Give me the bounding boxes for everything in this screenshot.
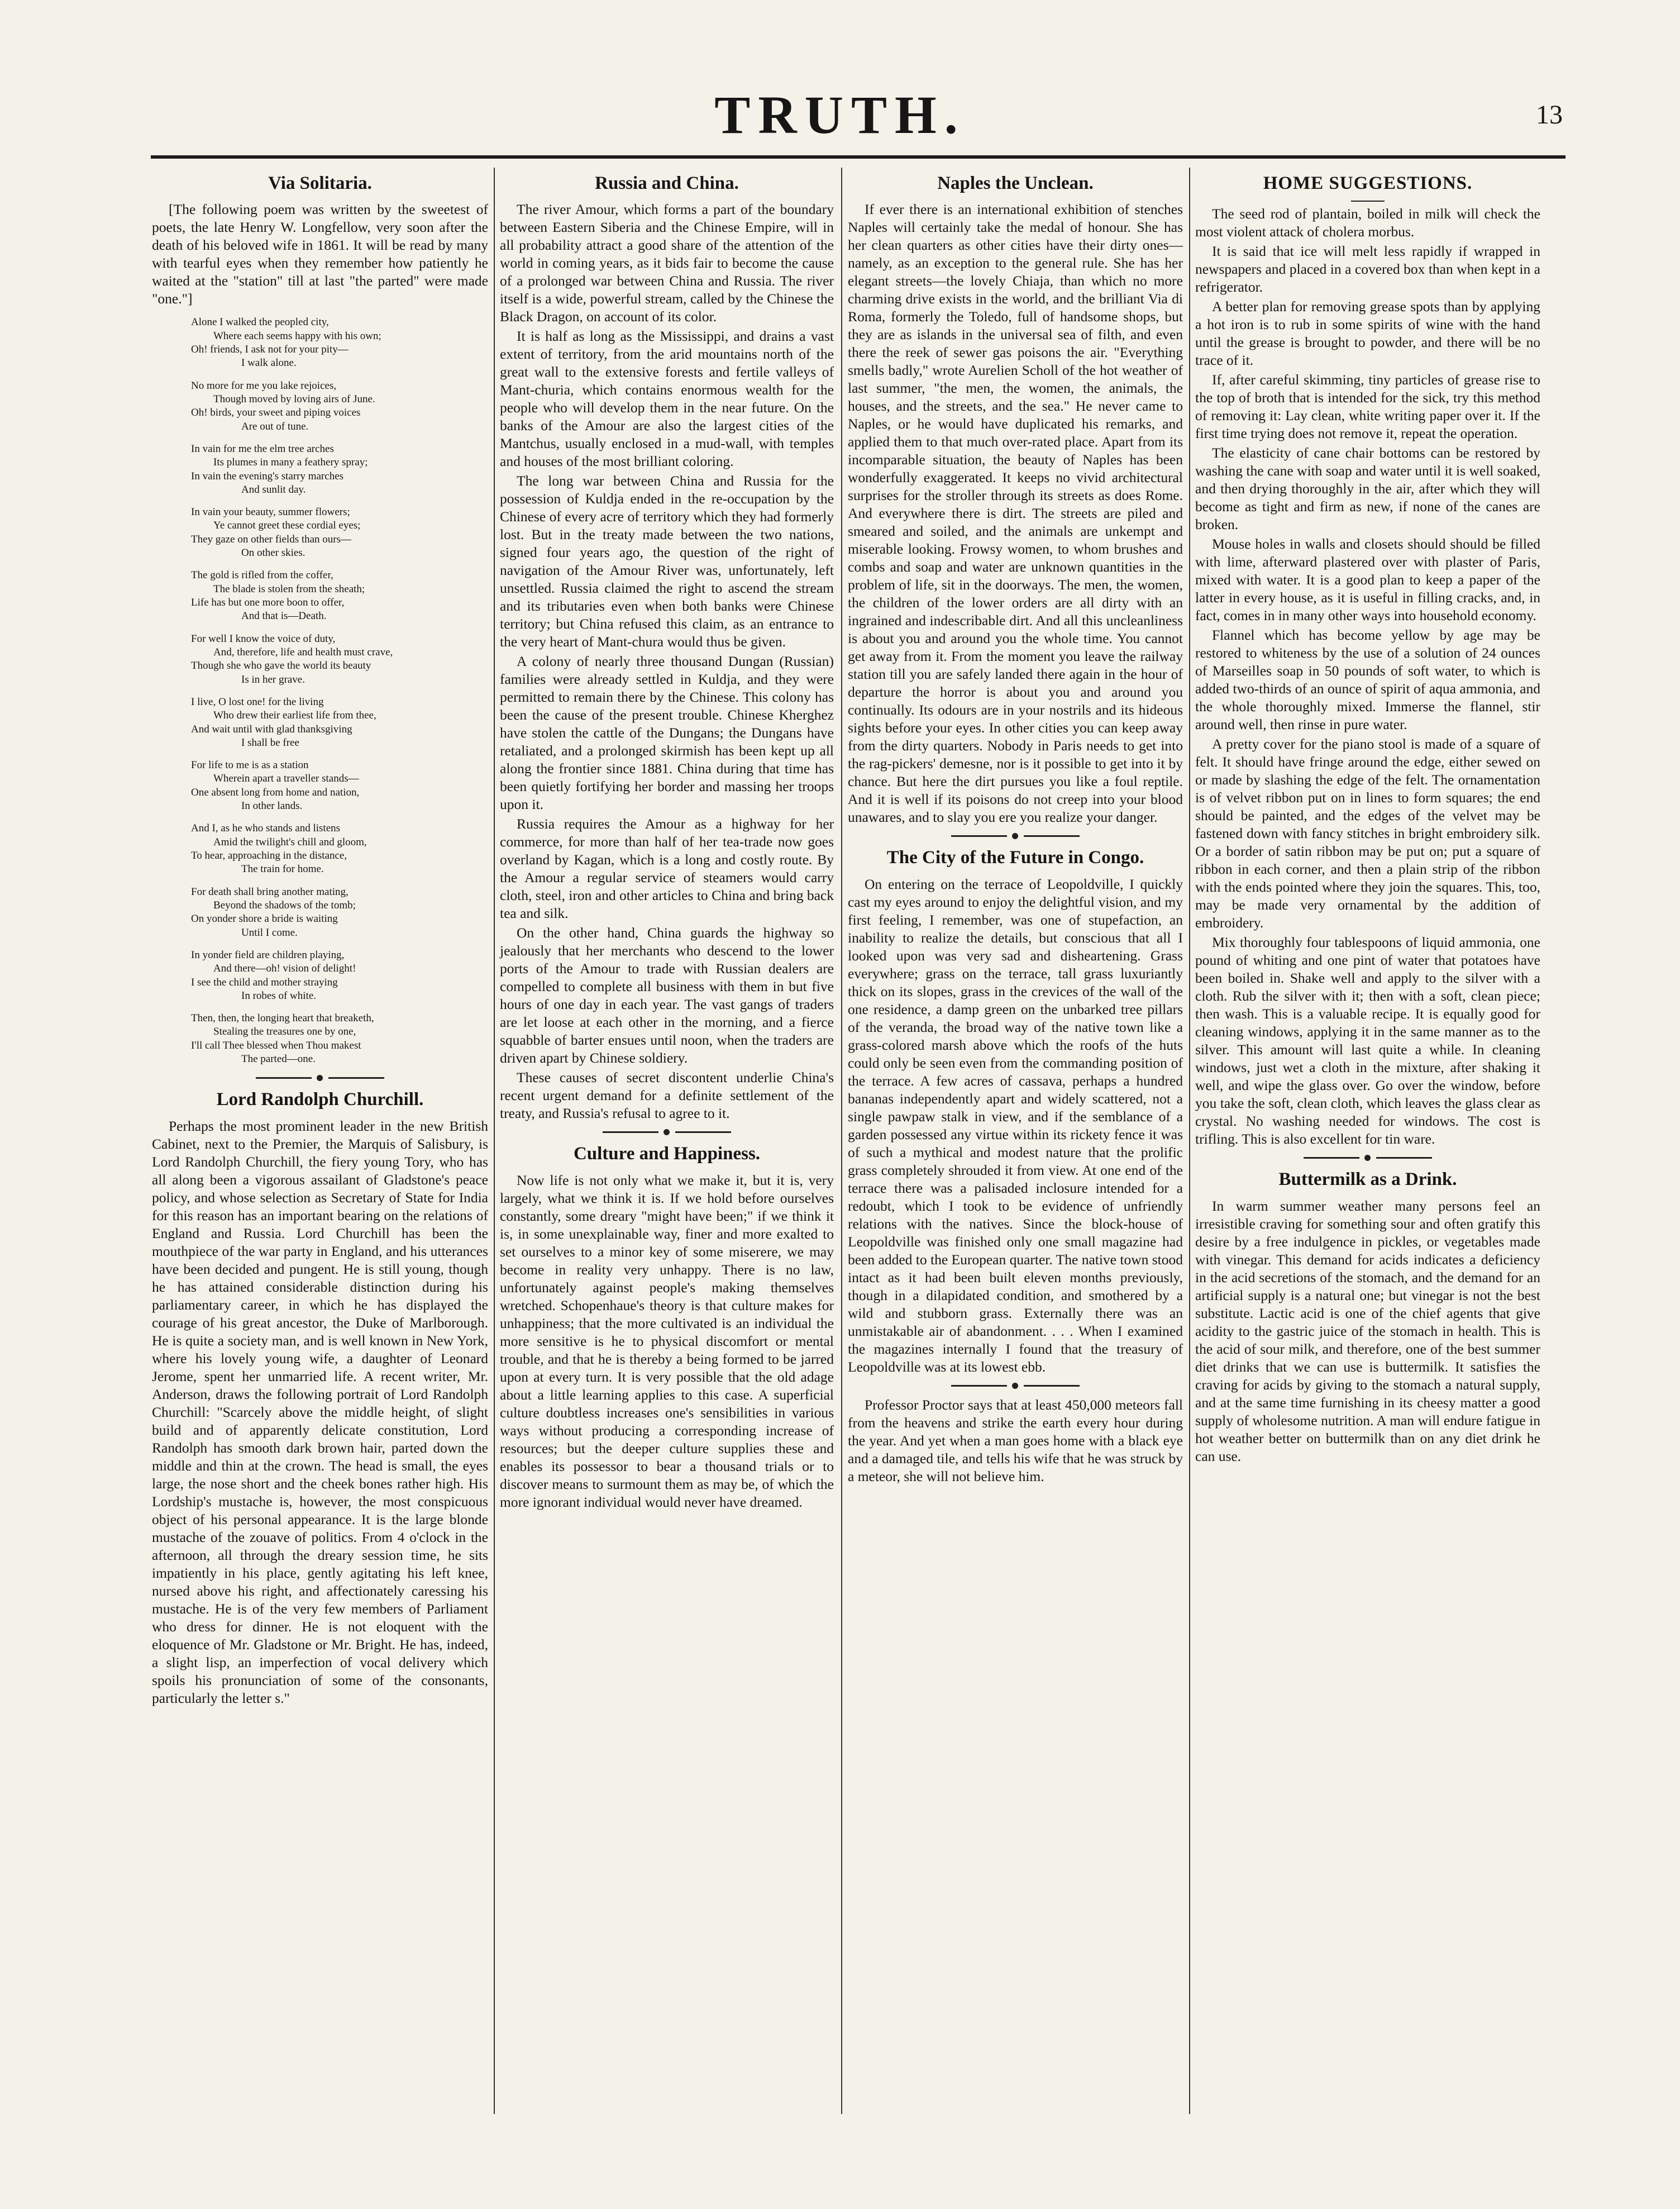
poem-line: The train for home. <box>241 863 324 875</box>
poem-line: Are out of tune. <box>241 420 309 432</box>
article-body: Now life is not only what we make it, but it is, very largely, what we think it is. If we hold before ourselves constantly, some dreary "might have been;" if we think it is, in some unexplainable way, finer and more exalted to set ourselves to a minor key of some miserere, we may become in reality very unhappy. There is no law, unfortunately against people's making themselves wretched. Schopenhaue's theory is that culture makes for unhappiness; that the more cultivated is an individual the more sensitive is he to physical discomfort or mental trouble, and that he is thereby a being formed to be jarred upon at every turn. It is very possible that the old adage about a little learning applies to this case. A superficial culture doubtless increases one's sensibilities in various ways without producing a corresponding increase of resources; but the deeper culture supplies these and enables its possessor to bear a thousand trials or to discover means to surmount them as may be, of which the more ignorant individual would never have dreamed. <box>500 1172 834 1510</box>
article-paragraph: These causes of secret discontent underlie China's recent urgent demand for a definite settlement of the treaty, and Russia's refusal to agree to it. <box>500 1069 834 1122</box>
poem-line: Stealing the treasures one by one, <box>213 1026 356 1038</box>
poem-line: Amid the twilight's chill and gloom, <box>213 836 367 848</box>
poem-line: The blade is stolen from the sheath; <box>213 583 365 595</box>
article-paragraph: A pretty cover for the piano stool is made of a square of felt. It should have fringe around the edge, either sewed on or made by slashing the edge of the felt. The ornamentation is of velvet ribbon put on in lines to form squares; the end should be painted, and the edges of the velvet may be fastened down with fancy stitches in bright embroidery silk. Or a border of satin ribbon may be put on; put a square of ribbon in each corner, and then a plain strip of the ribbon with the ends pointed where they join the squares. This, too, may be made very ornamental by the addition of embroidery. <box>1195 736 1540 931</box>
column-divider <box>841 168 842 2114</box>
article-paragraph: The river Amour, which forms a part of the boundary between Eastern Siberia and the Chinese Empire, will in all probability attract a good share of the attention of the world in coming years, as it bids fair to become the cause of a prolonged war between China and Russia. The river itself is a wide, powerful stream, called by the Chinese the Black Dragon, on account of its color. <box>500 201 834 325</box>
poem-line: And wait until with glad thanksgiving <box>191 723 352 735</box>
poem-line: The gold is rifled from the coffer, <box>191 569 333 582</box>
poem-line: Is in her grave. <box>241 673 305 685</box>
article-heading: HOME SUGGESTIONS. <box>1263 173 1473 193</box>
masthead <box>0 84 1680 145</box>
poem-line: Until I come. <box>241 926 298 939</box>
poem-stanza <box>152 759 488 813</box>
article-paragraph: The elasticity of cane chair bottoms can be restored by washing the cane with soap and water until it is well soaked, and then drying thoroughly in the air, after which they will become as tight and firm as new, if none of the canes are broken. <box>1195 445 1540 533</box>
article-heading: Culture and Happiness. <box>573 1144 761 1164</box>
poem-stanza <box>152 949 488 1003</box>
article-paragraph: Russia requires the Amour as a highway for her commerce, for more than half of her tea-trade now goes overland by Kagan, which is a long and costly route. By the Amour a regular service of steamers would carry cloth, steel, iron and other articles to China and bring back tea and silk. <box>500 816 834 922</box>
poem-line: Where each seems happy with his own; <box>213 330 381 342</box>
article-paragraph: The seed rod of plantain, boiled in milk will check the most violent attack of cholera morbus. <box>1195 206 1540 240</box>
article-heading: Lord Randolph Churchill. <box>216 1089 424 1110</box>
article-paragraph: Mouse holes in walls and closets should should be filled with lime, afterward plastered over with plaster of Paris, mixed with water. It is a good plan to keep a paper of the latter in every house, as it is useful in filling cracks, and, in fact, comes in in many other ways into household economy. <box>1195 536 1540 624</box>
newspaper-title: TRUTH. <box>714 85 966 145</box>
poem-line: In vain for me the elm tree arches <box>191 442 334 455</box>
article-body: In warm summer weather many persons feel an irresistible craving for something sour and often gratify this desire by a free indulgence in pickles, or vegetables made with vinegar. This demand for acids indicates a deficiency in the acid secretions of the stomach, and the demand for an artificial supply is a natural one; but vinegar is not the best substitute. Lactic acid is one of the chief agents that give acidity to the gastric juice of the stomach in health. This is the acid of sour milk, and therefore, one of the best summer diet drinks that we can use is buttermilk. It satisfies the craving for acids by giving to the stomach a natural supply, and at the same time furnishing in its cheesy matter a good supply of wholesome nutrition. A man will endure fatigue in hot weather better on buttermilk than on any diet drink he can use. <box>1195 1197 1540 1464</box>
article-paragraph: Mix thoroughly four tablespoons of liquid ammonia, one pound of whiting and one pint of water that potatoes have been boiled in. Shake well and apply to the silver with a cloth. Rub the silver with it; then with a soft, clean piece; then wash. This is a valuable recipe. It is equally good for cleaning windows, applying it in the same manner as to the silver. This amount will last quite a while. In cleaning windows, just wet a cloth in the mixture, after shaking it well, and wipe the glass over. Go over the window, before you take the soft, clean cloth, which leaves the glass clear as crystal. No washing needed for windows. The cost is trifling. This is also excellent for tin ware. <box>1195 934 1540 1148</box>
poem-line: And that is—Death. <box>241 610 327 622</box>
poem-line: I see the child and mother straying <box>191 976 338 988</box>
poem-line: One absent long from home and nation, <box>191 786 360 798</box>
poem-line: Beyond the shadows of the tomb; <box>213 899 356 911</box>
ornamental-rule <box>1304 1155 1432 1160</box>
poem-stanza <box>152 569 488 623</box>
poem-line: Though she who gave the world its beauty <box>191 660 371 672</box>
poem-line: No more for me you lake rejoices, <box>191 379 337 392</box>
article-paragraph: The long war between China and Russia for the possession of Kuldja ended in the re-occupation by the Chinese of every acre of territory which they had formerly lost. But in the treaty made between the two nations, signed four years ago, the question of the right of navigation of the Amour River was, unfortunately, left unsettled. Russia claimed the right to ascend the stream and its tributaries even when both banks were Chinese territory; but China refused this claim, as an entrance to the very heart of Mant-chura would thus be given. <box>500 473 834 650</box>
poem-line: Its plumes in many a feathery spray; <box>213 456 368 469</box>
poem-stanza <box>152 822 488 876</box>
poem-line: On other skies. <box>241 547 306 559</box>
article-heading: Naples the Unclean. <box>937 173 1094 193</box>
article-paragraph: A colony of nearly three thousand Dungan (Russian) families were already settled in Kuldja, and they were permitted to remain there by the Chinese. This colony has been the cause of the present trouble. Chinese Kherghez have stolen the cattle of the Dungans; the Dungans have retaliated, and a prolonged skirmish has been kept up all along the frontier since 1881. China during that time has been quietly fortifying her border and massing her troops upon it. <box>500 653 834 813</box>
article-heading: Via Solitaria. <box>268 173 372 193</box>
poem-stanza <box>152 316 488 370</box>
article-body: Professor Proctor says that at least 450,000 meteors fall from the heavens and strike the earth every hour during the year. And yet when a man goes home with a black eye and a damaged tile, and tells his wife that he was struck by a meteor, she will not believe him. <box>848 1396 1183 1484</box>
article-body: If ever there is an international exhibition of stenches Naples will certainly take the medal of honour. She has her clean quarters as other cities have their dirty ones—namely, as an exception to the general rule. She has her elegant streets—the lovely Chiaja, than which no more charming drive exists in the world, and the brilliant Via di Roma, formerly the Toledo, full of handsome shops, but they are as islands in the universal sea of filth, and even there the reek of sewer gas poisons the air. "Everything smells badly," wrote Aurelien Scholl of the hot weather of last summer, "the men, the women, the animals, the houses, and the streets, and the sea." He never came to Naples, or he would have duplicated his remarks, and applied them to that much over-rated place. Apart from its incomparable situation, the beauty of Naples has been wonderfully exaggerated. It keeps no vivid architectural surprises for the stroller through its streets as does Rome. And everywhere there is dirt. The streets are piled and smeared and soiled, and the animals are unkempt and miserable looking. Frowsy women, to whom brushes and combs and soap and water are unknown quantities in the problem of life, sit in the doorways. The men, the women, the children of the lower orders are all dirty with an ingrained and indescribable dirt. And all this uncleanliness is about you and around you the whole time. You cannot get away from it. From the moment you leave the railway station till you are safely landed there again in the hour of departure the horror is about you and around you continually. Its odours are in your nostrils and its hideous sights before your eyes. In other cities you can keep away from the dirty quarters. Nobody in Paris needs to get into the rag-pickers' demesne, nor is it possible to get into it by chance. But here the dirt pursues you like a foul reptile. And it is well if its poisons do not creep into your blood unawares, and to slay you ere you realize your danger. <box>848 201 1183 826</box>
poem-line: And I, as he who stands and listens <box>191 822 341 835</box>
poem-line: For death shall bring another mating, <box>191 885 349 898</box>
article-heading: Buttermilk as a Drink. <box>1278 1169 1457 1190</box>
poem-line: Ye cannot greet these cordial eyes; <box>213 520 361 532</box>
poem-line: The parted—one. <box>241 1053 316 1065</box>
column-divider <box>494 168 495 2114</box>
article-paragraph: If, after careful skimming, tiny particles of grease rise to the top of broth that is intended for the sick, try this method of removing it: Lay clean, white writing paper over it. If the first time trying does not remove it, repeat the operation. <box>1195 372 1540 442</box>
poem-line: On yonder shore a bride is waiting <box>191 913 338 925</box>
poem-line: Alone I walked the peopled city, <box>191 316 329 329</box>
article-body: Perhaps the most prominent leader in the new British Cabinet, next to the Premier, the Marquis of Salisbury, is Lord Randolph Churchill, the fiery young Tory, who has all along been a vigorous assailant of Gladstone's peace policy, and whose selection as Secretary of State for India for this reason has an important bearing on the relations of England and Russia. Lord Churchill has been the mouthpiece of the war party in England, and his utterances have been decided and pungent. He is still young, though he has attained considerable distinction during his parliamentary career, in which he has displayed the courage of his great ancestor, the Duke of Marlborough. He is quite a society man, and is well known in New York, where his lovely young wife, a daughter of Leonard Jerome, spent her unmarried life. A recent writer, Mr. Anderson, draws the following portrait of Lord Randolph Churchill: "Scarcely above the middle height, of slight build and of apparently delicate constitution, Lord Randolph has smooth dark brown hair, parted down the middle and thin at the crown. The head is small, the eyes large, the nose short and the cheek bones rather high. His Lordship's mustache is, however, the most conspicuous object of his personal appearance. It is the large blonde mustache of the zouave of politics. From 4 o'clock in the afternoon, all through the dreary session time, he sits impatiently in his place, gently agitating his left knee, nursed above his right, and affectionately caressing his mustache. He is of the very few members of Parliament who dress for dinner. He is not eloquent with the eloquence of Mr. Gladstone or Mr. Bright. He has, indeed, a slight lisp, an imperfection of vocal delivery which spoils his pronunciation of some of the consonants, particularly the letter s." <box>152 1117 488 1706</box>
article-intro-note: [The following poem was written by the sweetest of poets, the late Henry W. Longfellow, very soon after the death of his beloved wife in 1861. It will be read by many with tearful eyes when they remember how patiently he waited at the "station" till at last "the parted" were made "one."] <box>152 201 488 307</box>
poem-stanza <box>152 379 488 434</box>
poem-line: Then, then, the longing heart that breaketh, <box>191 1012 374 1025</box>
ornamental-rule <box>603 1129 731 1135</box>
article-paragraph: It is said that ice will melt less rapidly if wrapped in newspapers and placed in a covered box than when kept in a refrigerator. <box>1195 243 1540 296</box>
ornamental-rule <box>256 1075 384 1080</box>
poem-line: Life has but one more boon to offer, <box>191 597 345 609</box>
column-4 <box>1195 168 1540 1467</box>
page-number: 13 <box>1536 100 1563 130</box>
poem-line: Wherein apart a traveller stands— <box>213 773 359 785</box>
column-1 <box>152 168 488 1709</box>
poem-line: For well I know the voice of duty, <box>191 632 336 645</box>
article-body: On entering on the terrace of Leopoldville, I quickly cast my eyes around to enjoy the delightful vision, and my first feeling, I remember, was one of stupefaction, an inability to realize the details, but conscious that all I looked upon was very sad and disheartening. Grass everywhere; grass on the terrace, tall grass luxuriantly thick on its slopes, grass in the crevices of the wall of the one residence, a damp green on the unbarked tree pillars of the veranda, the broad way of the native town like a grass-colored marsh above which the roofs of the huts could only be seen even from the commanding position of the terrace. A few acres of cassava, perhaps a hundred bananas independently apart and widely scattered, not a single pawpaw stalk in view, and if the semblance of a garden possessed any virtue within its rickety fence it was of such a mythical and modest nature that the prolific grass completely shrouded it from view. At one end of the terrace there was a palisaded inclosure intended for a redoubt, which I took to be evidence of unfriendly relations with the natives. Since the block-house of Leopoldville was finished only one small magazine had been added to the European quarter. The native town stood intact as it had been built eleven months previously, though in a dilapidated condition, and smothered by a wild and stubborn grass. Externally there was an unmistakable air of abandonment. . . . When I examined the magazines internally I found that the treasury of Leopoldville was at its lowest ebb. <box>848 875 1183 1375</box>
poem-line: They gaze on other fields than ours— <box>191 533 352 545</box>
poem-line: In vain the evening's starry marches <box>191 470 344 482</box>
column-3 <box>848 168 1183 1487</box>
article-paragraph: Flannel which has become yellow by age may be restored to whiteness by the use of a solution of 24 ounces of Marseilles soap in 50 pounds of soft water, to which is added two-thirds of an ounce of spirit of aqua ammonia, and the whole thoroughly mixed. Immerse the flannel, stir around well, then rinse in pure water. <box>1195 627 1540 733</box>
poem-stanza <box>152 632 488 687</box>
article-paragraph: On the other hand, China guards the highway so jealously that her merchants who descend to the lower ports of the Amour to trade with Russian dealers are compelled to complete all business with them in but five hours of one day in each year. The vast gangs of traders are let loose at each other in the morning, and a fierce squabble of barter ensues until noon, when the traders are driven apart by Chinese soldiery. <box>500 925 834 1067</box>
poem-line: I'll call Thee blessed when Thou makest <box>191 1039 361 1051</box>
article-heading: The City of the Future in Congo. <box>886 848 1144 868</box>
poem-line: For life to me is as a station <box>191 759 309 772</box>
poem-line: Oh! friends, I ask not for your pity— <box>191 344 349 356</box>
poem-line: Though moved by loving airs of June. <box>213 393 375 405</box>
poem-line: In robes of white. <box>241 989 317 1002</box>
poem-line: And sunlit day. <box>241 483 306 496</box>
poem-line: And, therefore, life and health must crave, <box>213 646 393 658</box>
poem-line: I live, O lost one! for the living <box>191 696 324 708</box>
poem-line: To hear, approaching in the distance, <box>191 850 347 862</box>
poem-line: In other lands. <box>241 800 303 812</box>
poem-line: I walk alone. <box>241 357 297 369</box>
poem-line: In vain your beauty, summer flowers; <box>191 506 350 518</box>
short-rule <box>1351 201 1385 202</box>
masthead-rule <box>151 155 1566 159</box>
article-heading: Russia and China. <box>595 173 739 193</box>
poem-line: And there—oh! vision of delight! <box>213 963 356 975</box>
poem-stanza <box>152 696 488 750</box>
poem-line: I shall be free <box>241 736 299 749</box>
article-paragraph: It is half as long as the Mississippi, and drains a vast extent of territory, from the arid mountains north of the great wall to the extensive forests and fertile valleys of Mant-churia, which contains enormous wealth for the people who will develop them in the near future. On the banks of the Amour are also the largest cities of the Mantchus, usually enclosed in a mud-wall, with temples and houses of the most brilliant coloring. <box>500 328 834 470</box>
poem-stanza <box>152 506 488 560</box>
poem-stanza <box>152 885 488 940</box>
ornamental-rule <box>951 833 1080 839</box>
column-2 <box>500 168 834 1513</box>
poem-line: Who drew their earliest life from thee, <box>213 710 376 722</box>
poem-stanza <box>152 442 488 497</box>
poem-line: In yonder field are children playing, <box>191 949 345 961</box>
poem-stanza <box>152 1012 488 1066</box>
poem-line: Oh! birds, your sweet and piping voices <box>191 407 361 419</box>
ornamental-rule <box>951 1383 1080 1388</box>
poem <box>152 316 488 1066</box>
article-paragraph: A better plan for removing grease spots than by applying a hot iron is to rub in some spirits of wine with the hand until the grease is brought to powder, and there will be no trace of it. <box>1195 298 1540 369</box>
column-divider <box>1189 168 1190 2114</box>
